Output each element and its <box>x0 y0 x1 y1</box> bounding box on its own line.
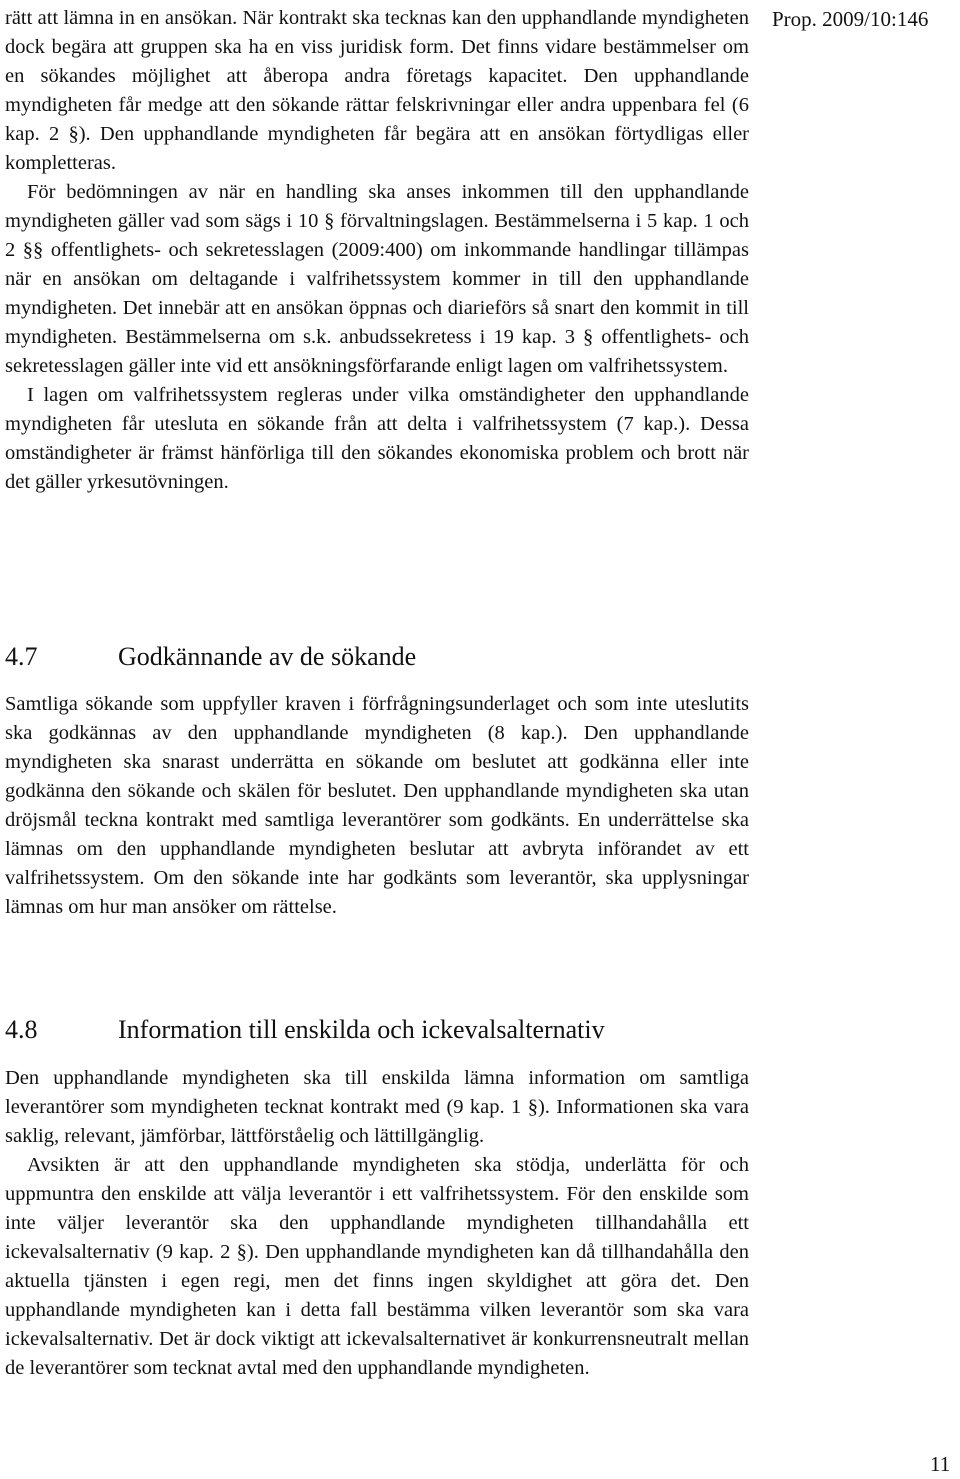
section-4-8-body <box>5 1064 749 1383</box>
paragraph: Den upphandlande myndigheten ska till enskilda lämna information om samtliga leverantörer som myndigheten tecknat kontrakt med (9 kap. 1 §). Informationen ska vara saklig, relevant, jämförbar, lättförståelig och lättillgänglig. <box>5 1067 749 1147</box>
paragraph: I lagen om valfrihetssystem regleras under vilka omständigheter den upphandlande myndigheten får utesluta en sökande från att delta i valfrihetssystem (7 kap.). Dessa omständigheter är främst hänförliga till den sökandes ekonomiska problem och brott när det gäller yrkesutövningen. <box>5 384 749 493</box>
section-heading-4-8 <box>5 1013 605 1047</box>
section-title: Godkännande av de sökande <box>118 642 417 671</box>
proposition-reference: Prop. 2009/10:146 <box>772 7 929 31</box>
section-number: 4.7 <box>5 642 38 671</box>
intro-text-block <box>5 4 749 497</box>
paragraph: rätt att lämna in en ansökan. När kontrakt ska tecknas kan den upphandlande myndigheten dock begära att gruppen ska ha en viss juridisk form. Det finns vidare bestämmelser om en sökandes möjlighet att åberopa andra företags kapacitet. Den upphandlande myndigheten får medge att den sökande rättar felskrivningar eller andra uppenbara fel (6 kap. 2 §). Den upphandlande myndigheten får begära att en ansökan förtydligas eller kompletteras. <box>5 7 749 174</box>
section-title: Information till enskilda och ickevalsalternativ <box>118 1015 605 1044</box>
section-heading-4-7 <box>5 640 416 674</box>
page-number: 11 <box>930 1452 951 1476</box>
section-number: 4.8 <box>5 1015 38 1044</box>
section-4-7-body <box>5 690 749 922</box>
paragraph: Samtliga sökande som uppfyller kraven i förfrågningsunderlaget och som inte uteslutits ska godkännas av den upphandlande myndigheten (8 kap.). Den upphandlande myndigheten ska snarast underrätta en sökande om beslutet att godkänna eller inte godkänna den sökande och skälen för beslutet. Den upphandlande myndigheten ska utan dröjsmål teckna kontrakt med samtliga leverantörer som godkänts. En underrättelse ska lämnas om den upphandlande myndigheten beslutar att avbryta införandet av ett valfrihetssystem. Om den sökande inte har godkänts som leverantör, ska upplysningar lämnas om hur man ansöker om rättelse. <box>5 693 749 918</box>
paragraph: För bedömningen av när en handling ska anses inkommen till den upphandlande myndigheten gäller vad som sägs i 10 § förvaltningslagen. Bestämmelserna i 5 kap. 1 och 2 §§ offentlighets- och sekretesslagen (2009:400) om inkommande handlingar tillämpas när en ansökan om deltagande i valfrihetssystem kommer in till den upphandlande myndigheten. Det innebär att en ansökan öppnas och diarieförs så snart den kommit in till myndigheten. Bestämmelserna om s.k. anbudssekretess i 19 kap. 3 § offentlighets- och sekretesslagen gäller inte vid ett ansökningsförfarande enligt lagen om valfrihetssystem. <box>5 181 749 377</box>
paragraph: Avsikten är att den upphandlande myndigheten ska stödja, underlätta för och uppmuntra den enskilde att välja leverantör i ett valfrihetssystem. För den enskilde som inte väljer leverantör ska den upphandlande myndigheten tillhandahålla ett ickevalsalternativ (9 kap. 2 §). Den upphandlande myndigheten kan då tillhandahålla den aktuella tjänsten i egen regi, men det finns ingen skyldighet att göra det. Den upphandlande myndigheten kan i detta fall bestämma vilken leverantör som ska vara ickevalsalternativ. Det är dock viktigt att ickevalsalternativet är konkurrensneutralt mellan de leverantörer som tecknat avtal med den upphandlande myndigheten. <box>5 1154 749 1379</box>
